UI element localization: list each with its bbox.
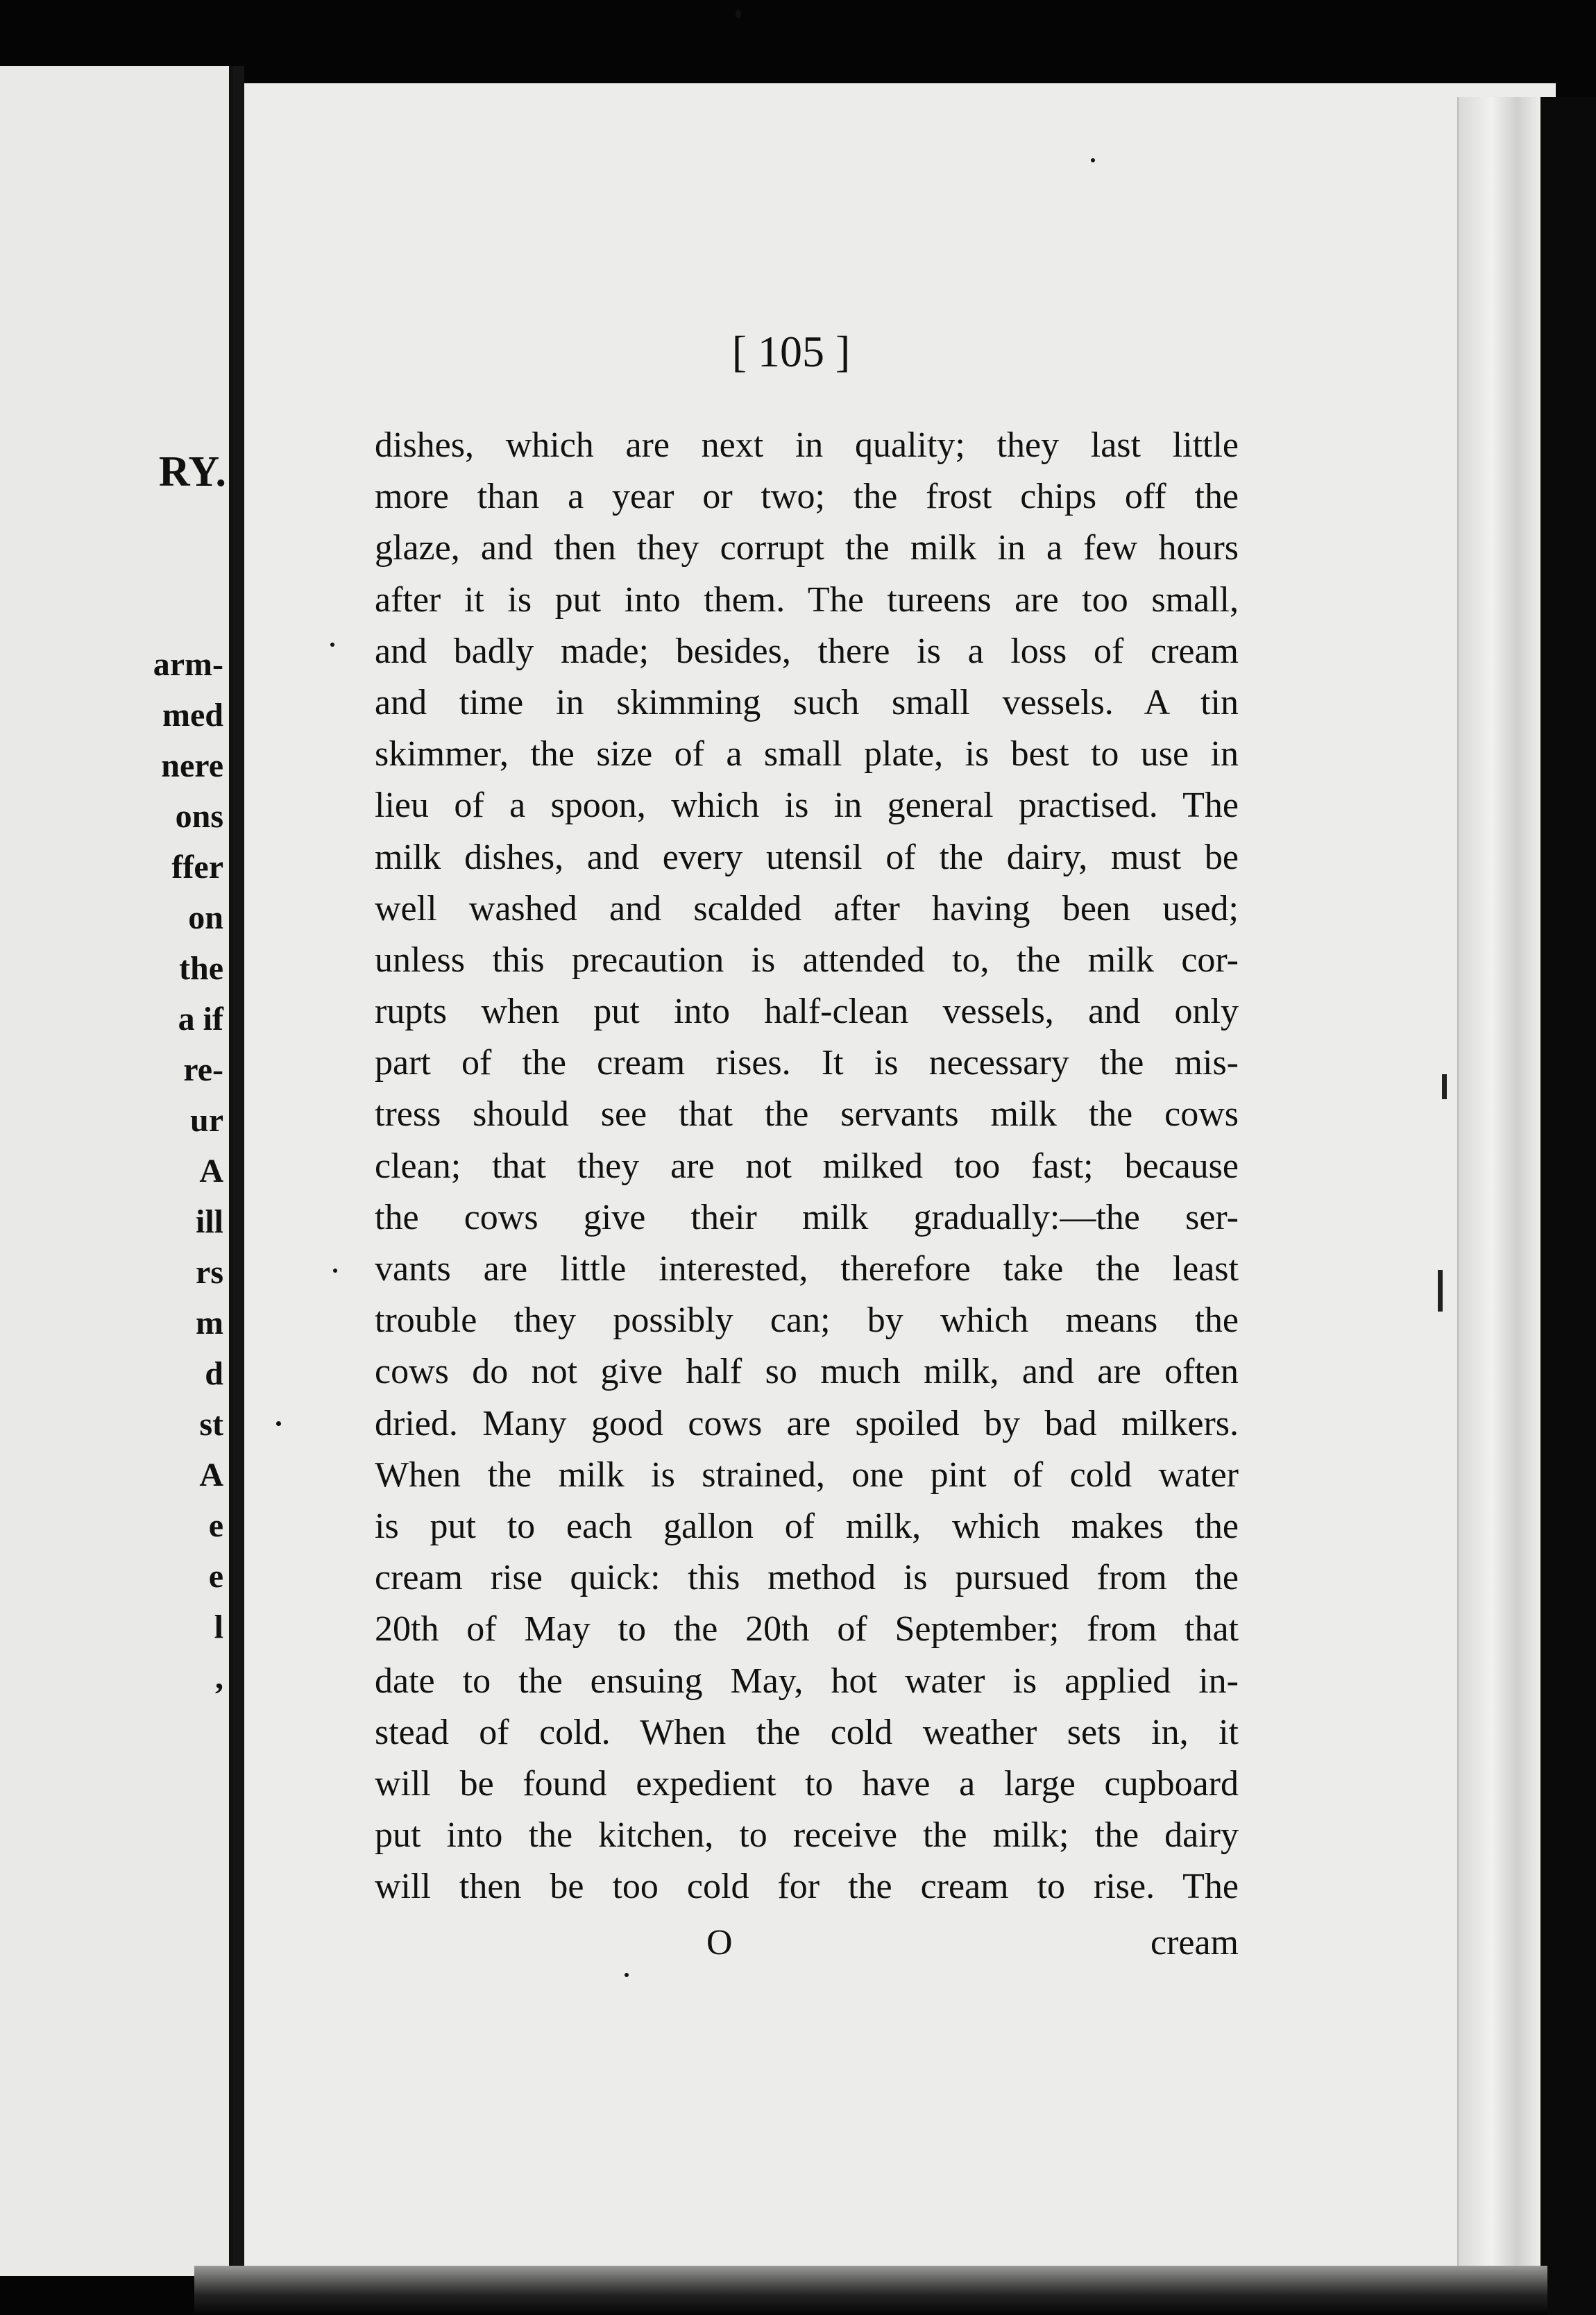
text-line: milk dishes, and every utensil of the dairy, must be xyxy=(375,837,1239,877)
text-line: will be found expedient to have a large cupboard xyxy=(375,1763,1239,1804)
text-line: dried. Many good cows are spoiled by bad milkers. xyxy=(375,1403,1239,1443)
text-line: tress should see that the servants milk the cows xyxy=(375,1094,1239,1135)
ink-speck xyxy=(1091,158,1095,162)
catchword: cream xyxy=(1150,1923,1239,1962)
left-fragment: on xyxy=(188,899,223,936)
left-fragment: re- xyxy=(183,1051,223,1088)
left-fragment: e xyxy=(208,1558,223,1595)
text-line: cows do not give half so much milk, and are often xyxy=(375,1352,1239,1392)
text-line: more than a year or two; the frost chips off the xyxy=(375,477,1239,517)
left-fragment: med xyxy=(162,697,223,733)
left-fragment: a if xyxy=(178,1001,223,1037)
text-line: When the milk is strained, one pint of cold water xyxy=(375,1455,1239,1495)
left-fragment: ons xyxy=(175,798,223,835)
text-line: part of the cream rises. It is necessary the mis- xyxy=(375,1043,1239,1083)
left-fragment: ill xyxy=(195,1203,223,1240)
left-fragment: ffer xyxy=(171,849,223,885)
ink-speck xyxy=(276,1421,281,1426)
left-fragment: A xyxy=(199,1457,223,1493)
margin-mark xyxy=(1442,1074,1447,1099)
text-line: skimmer, the size of a small plate, is best to use in xyxy=(375,734,1239,774)
text-line: and badly made; besides, there is a loss of cream xyxy=(375,631,1239,671)
left-fragment: st xyxy=(199,1406,223,1443)
text-line: trouble they possibly can; by which means the xyxy=(375,1300,1239,1341)
page-edge xyxy=(1457,97,1542,2297)
left-fragment: e xyxy=(208,1507,223,1544)
left-fragment: nere xyxy=(161,747,223,784)
left-fragment: arm- xyxy=(153,646,223,683)
bottom-shadow xyxy=(194,2266,1547,2315)
text-line: date to the ensuing May, hot water is applied in- xyxy=(375,1661,1239,1701)
left-page xyxy=(0,66,233,2276)
left-fragment: m xyxy=(196,1305,223,1341)
text-line: well washed and scalded after having been used; xyxy=(375,888,1239,928)
left-fragment: l xyxy=(214,1609,223,1645)
text-line: 20th of May to the 20th of September; from that xyxy=(375,1609,1239,1650)
left-fragment: the xyxy=(179,950,223,987)
left-page-text-fragments xyxy=(0,66,229,2276)
signature-mark: O xyxy=(706,1923,733,1962)
left-fragment: d xyxy=(205,1355,223,1392)
text-line: rupts when put into half-clean vessels, and only xyxy=(375,992,1239,1032)
left-fragment: , xyxy=(215,1659,223,1696)
text-line: after it is put into them. The tureens are too small, xyxy=(375,579,1239,620)
left-fragment: A xyxy=(199,1153,223,1189)
book-gutter xyxy=(233,66,244,2276)
text-line: vants are little interested, therefore take the least xyxy=(375,1249,1239,1289)
text-line: clean; that they are not milked too fast; because xyxy=(375,1146,1239,1186)
body-text xyxy=(375,420,1239,1913)
page-footer xyxy=(375,1922,1239,1974)
margin-mark xyxy=(1438,1270,1443,1312)
text-line: cream rise quick: this method is pursued from the xyxy=(375,1558,1239,1598)
text-line: lieu of a spoon, which is in general practised. The xyxy=(375,786,1239,826)
ink-speck xyxy=(736,10,741,18)
text-line: put into the kitchen, to receive the milk; the dairy xyxy=(375,1815,1239,1856)
text-line: glaze, and then they corrupt the milk in a few hours xyxy=(375,528,1239,568)
text-line: unless this precaution is attended to, the milk cor- xyxy=(375,940,1239,980)
ink-speck xyxy=(333,1269,337,1273)
left-page-heading-fragment: RY. xyxy=(158,448,226,495)
left-fragment: ur xyxy=(190,1102,223,1139)
text-line: stead of cold. When the cold weather sets in, it xyxy=(375,1712,1239,1752)
text-line: will then be too cold for the cream to rise. The xyxy=(375,1867,1239,1907)
text-line: is put to each gallon of milk, which makes the xyxy=(375,1506,1239,1546)
ink-speck xyxy=(330,643,334,647)
page-edge-shadow xyxy=(1540,97,1596,2315)
text-line: the cows give their milk gradually:—the ser- xyxy=(375,1197,1239,1237)
text-line: dishes, which are next in quality; they last little xyxy=(375,425,1239,465)
left-fragment: rs xyxy=(196,1254,223,1291)
text-line: and time in skimming such small vessels. A tin xyxy=(375,682,1239,722)
page-number: [ 105 ] xyxy=(731,327,851,376)
